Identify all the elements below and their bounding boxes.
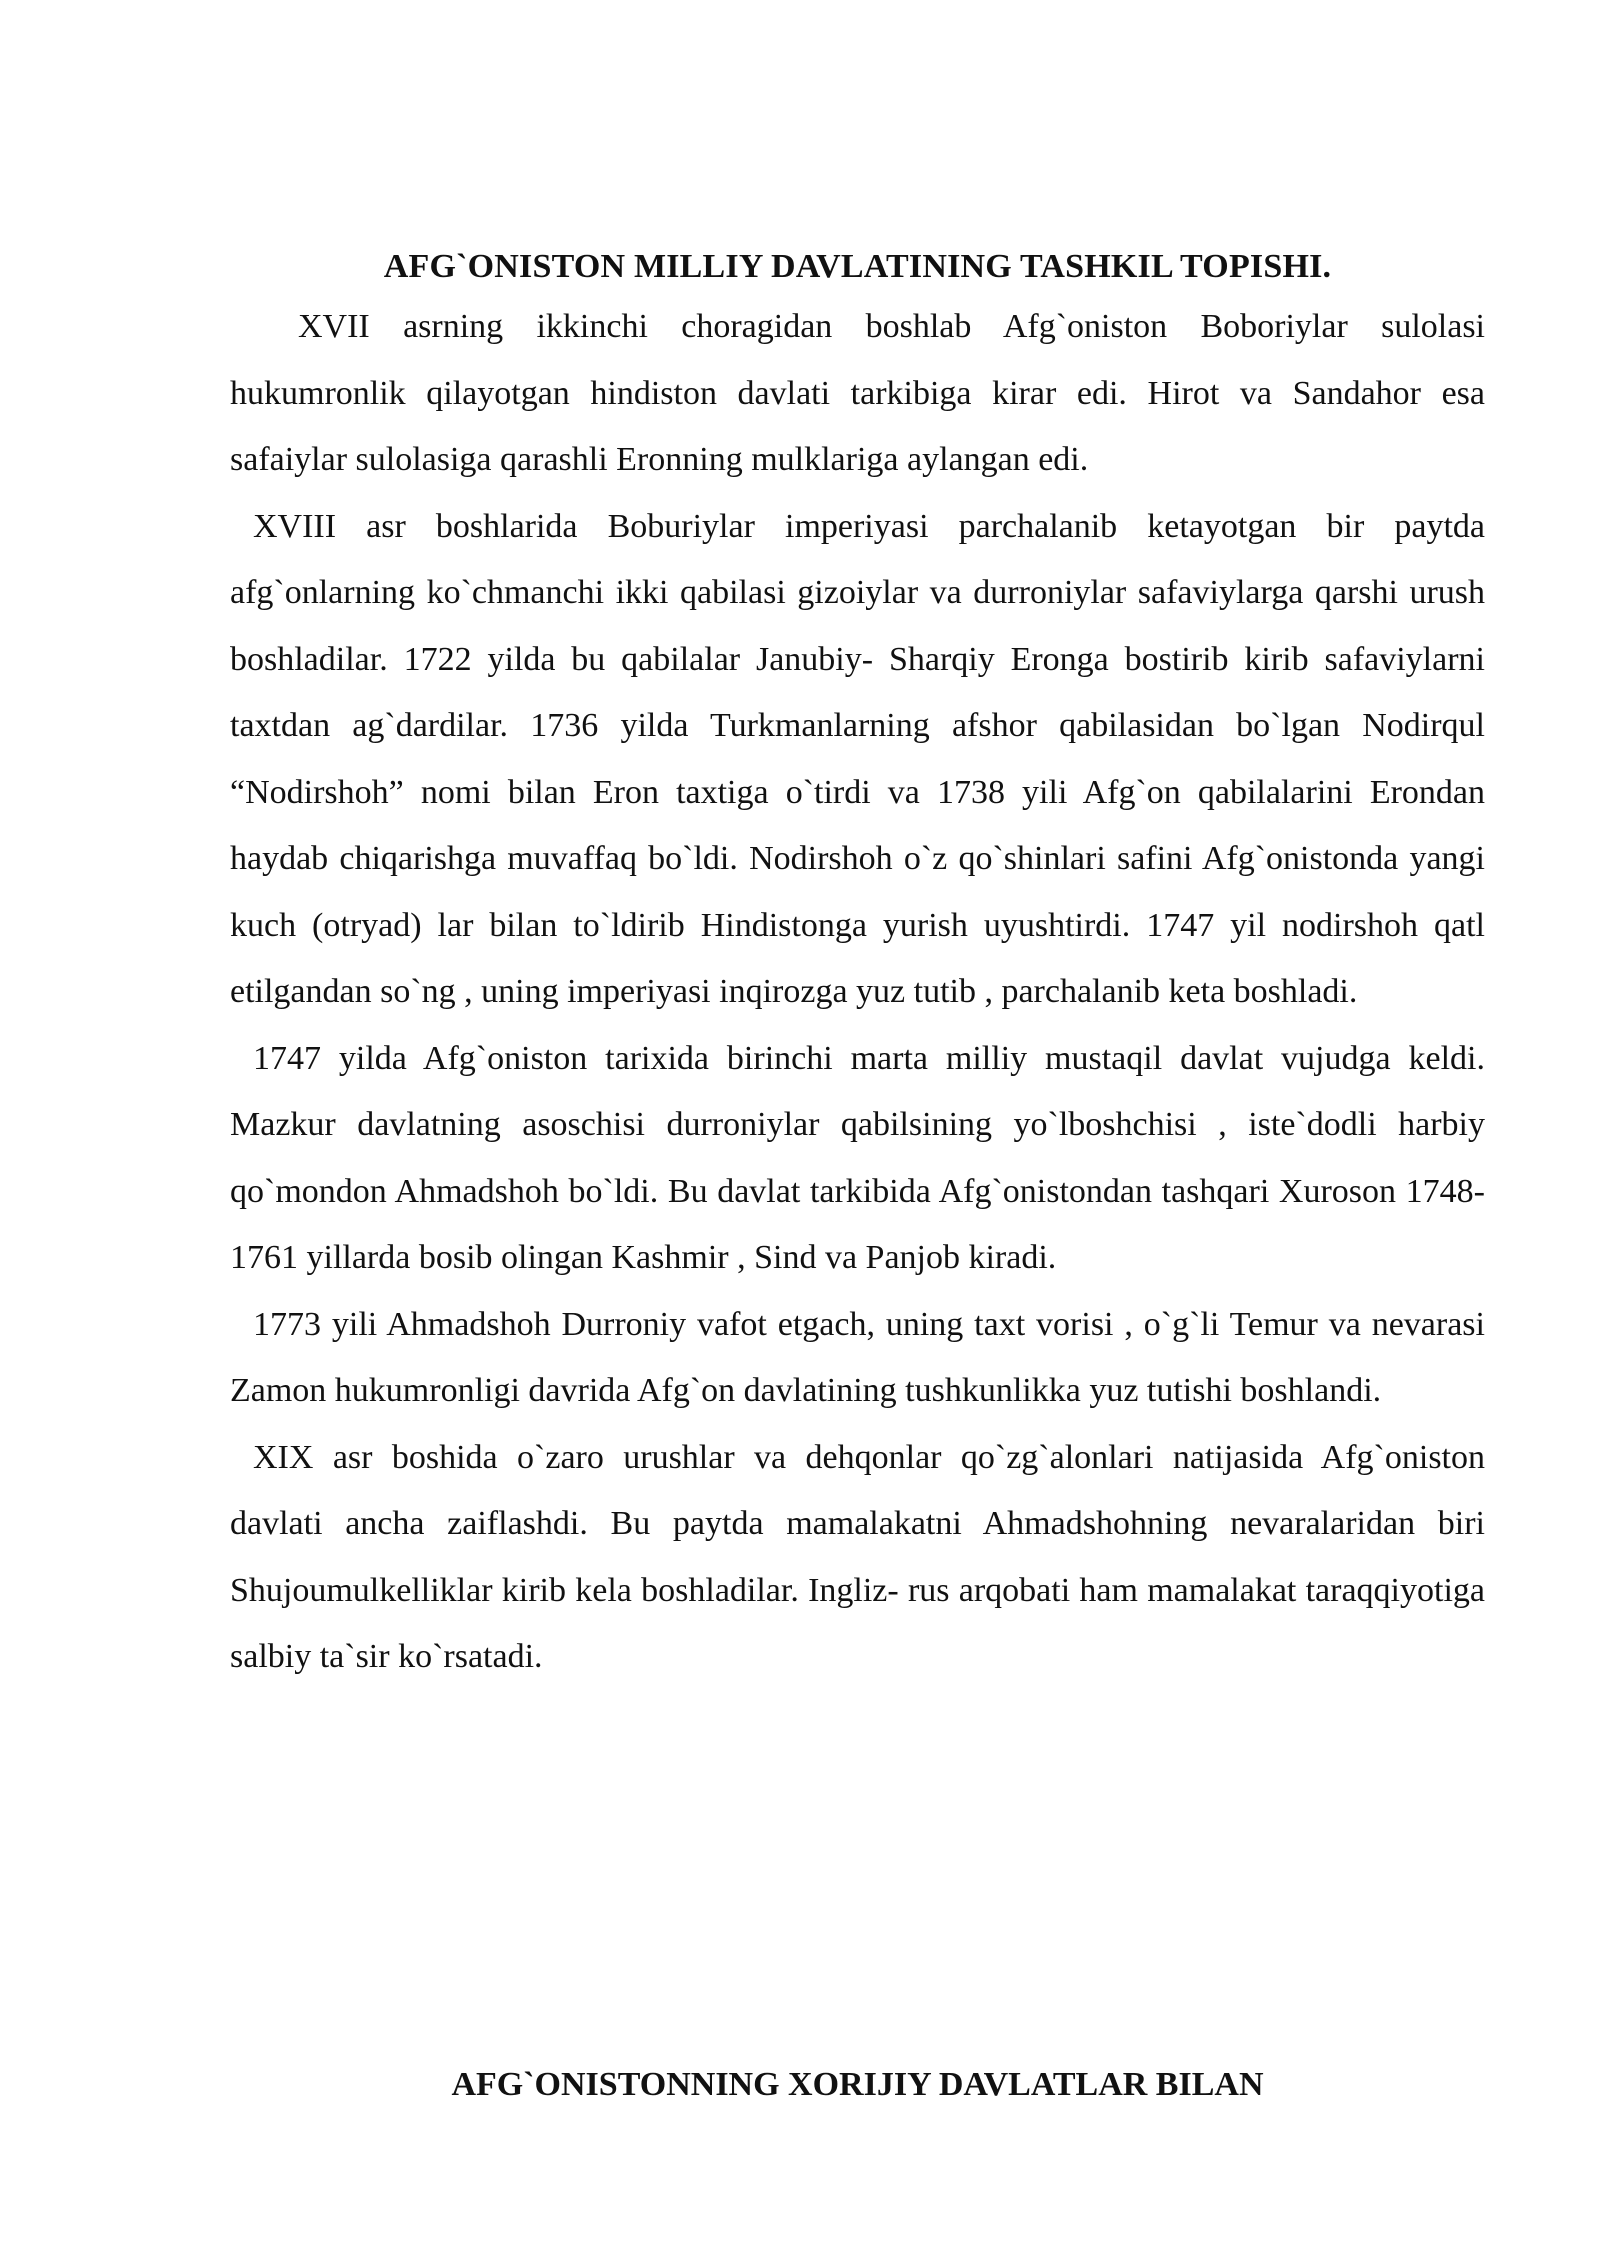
paragraph-5: XIX asr boshida o`zaro urushlar va dehqonlar qo`zg`alonlari natijasida Afg`oniston davlati ancha zaiflashdi. Bu paytda mamalakatni Ahmadshohning nevaralaridan biri Shujoumulkelliklar kirib kela boshladilar. Ingliz- rus arqobati ham mamalakat taraqqiyotiga salbiy ta`sir ko`rsatadi. [230, 1438, 1485, 1675]
next-section-heading: AFG`ONISTONNING XORIJIY DAVLATLAR BILAN [451, 2066, 1264, 2103]
paragraph-1: XVII asrning ikkinchi choragidan boshlab Afg`oniston Boboriylar sulolasi hukumronlik qilayotgan hindiston davlati tarkibiga kirar edi. Hirot va Sandahor esa safaiylar sulolasiga qarashli Eronning mulklariga aylangan edi. [230, 308, 1485, 478]
document-body [230, 240, 1485, 1691]
paragraph-4: 1773 yili Ahmadshoh Durroniy vafot etgach, uning taxt vorisi , o`g`li Temur va nevarasi Zamon hukumronligi davrida Afg`on davlatining tushkunlikka yuz tutishi boshlandi. [230, 1305, 1485, 1409]
paragraph-3: 1747 yilda Afg`oniston tarixida birinchi marta milliy mustaqil davlat vujudga keldi. Mazkur davlatning asoschisi durroniylar qabilsining yo`lboshchisi , iste`dodli harbiy qo`mondon Ahmadshoh bo`ldi. Bu davlat tarkibida Afg`onistondan tashqari Xuroson 1748-1761 yillarda bosib olingan Kashmir , Sind va Panjob kiradi. [230, 1039, 1485, 1276]
paragraph-2: XVIII asr boshlarida Boburiylar imperiyasi parchalanib ketayotgan bir paytda afg`onlarning ko`chmanchi ikki qabilasi gizoiylar va durroniylar safaviylarga qarshi urush boshladilar. 1722 yilda bu qabilalar Janubiy- Sharqiy Eronga bostirib kirib safaviylarni taxtdan ag`dardilar. 1736 yilda Turkmanlarning afshor qabilasidan bo`lgan Nodirqul “Nodirshoh” nomi bilan Eron taxtiga o`tirdi va 1738 yili Afg`on qabilalarini Erondan haydab chiqarishga muvaffaq bo`ldi. Nodirshoh o`z qo`shinlari safini Afg`onistonda yangi kuch (otryad) lar bilan to`ldirib Hindistonga yurish uyushtirdi. 1747 yil nodirshoh qatl etilgandan so`ng , uning imperiyasi inqirozga yuz tutib , parchalanib keta boshladi. [230, 507, 1485, 1010]
section-title: AFG`ONISTON MILLIY DAVLATINING TASHKIL TOPISHI. [383, 248, 1332, 285]
